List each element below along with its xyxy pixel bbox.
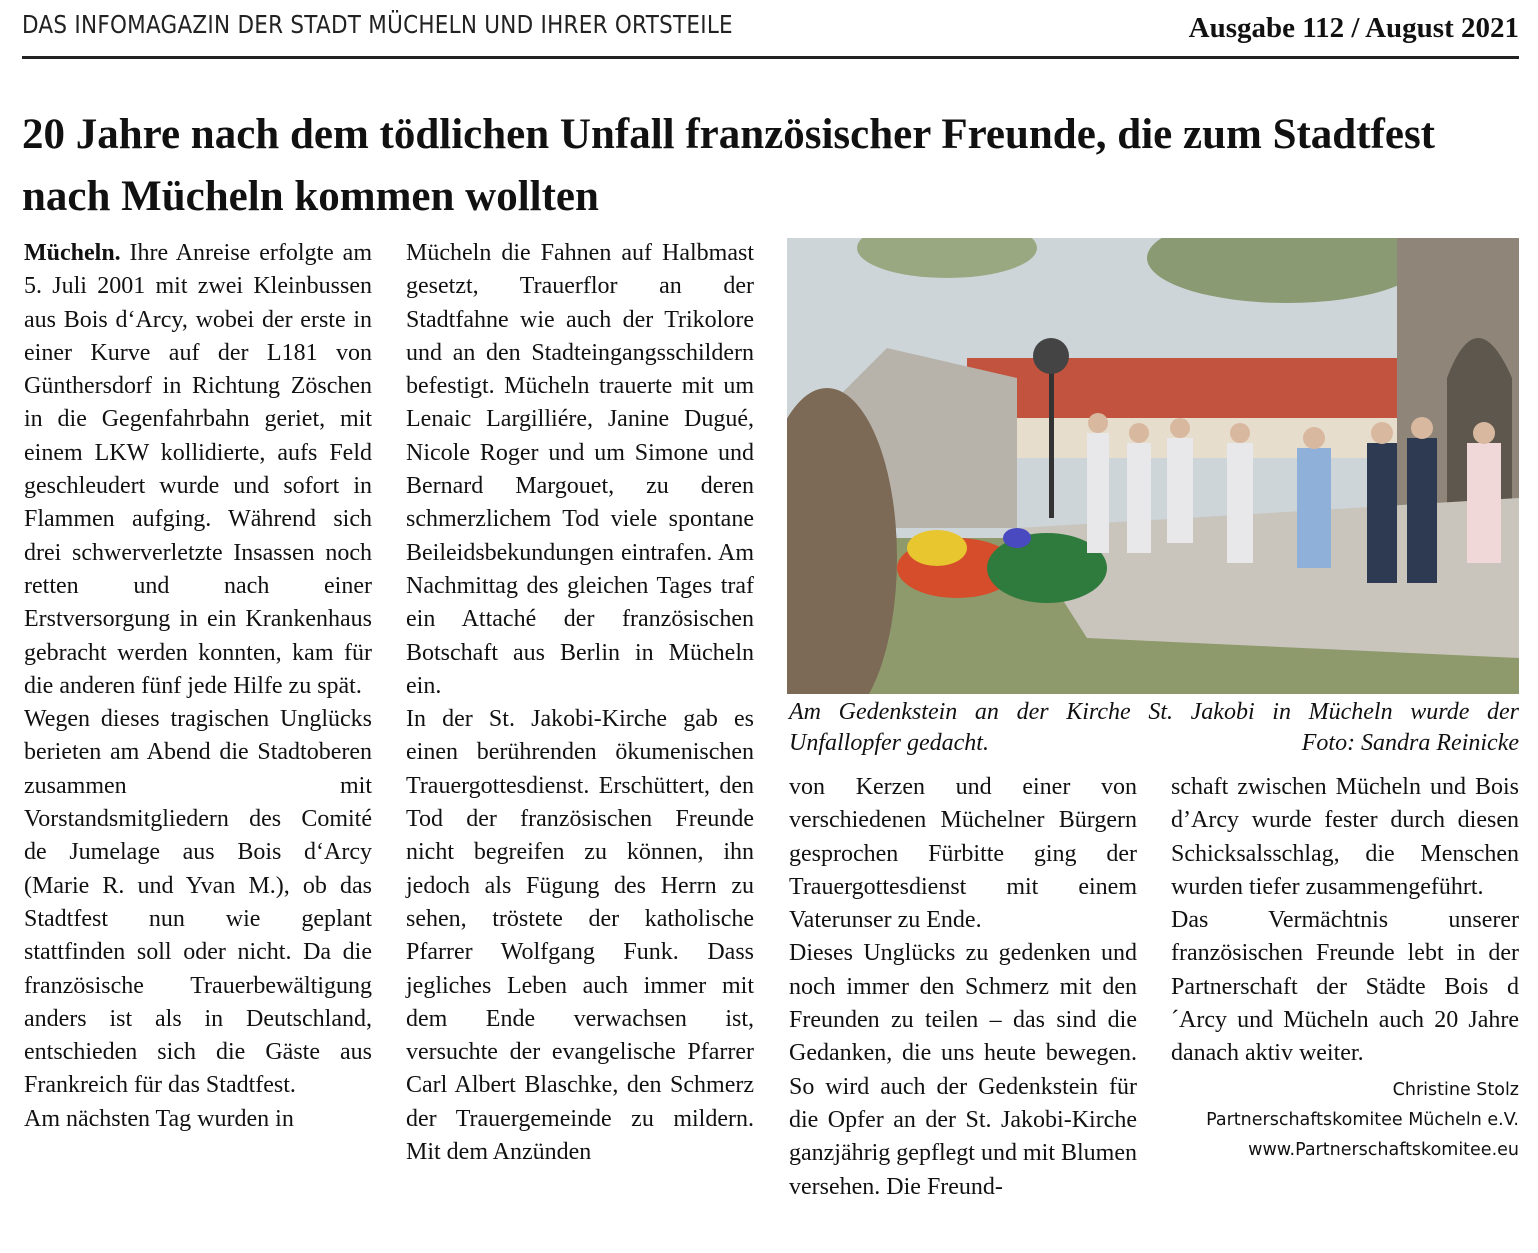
article-column-3 [789,771,1137,1204]
paragraph: von Kerzen und einer von verschiedenen Müchelner Bürgern gesprochen Fürbitte ging der Trauergottesdienst mit einem Vaterunser zu Ende. [789,774,1137,934]
author-organization: Partnerschaftskomitee Mücheln e.V. [1206,1109,1519,1130]
article-column-1 [24,237,372,1136]
caption-line-2 [789,728,1519,759]
paragraph: Dieses Unglücks zu gedenken und noch immer den Schmerz mit den Freunden zu teilen – das sind die Gedanken, die uns heute bewegen. So wird auch der Gedenkstein für die Opfer an der St. Jakobi-Kirche ganzjährig gepflegt und mit Blumen versehen. Die Freund- [789,940,1137,1200]
masthead [22,6,1519,59]
signature [1171,1075,1519,1165]
author-website: www.Partnerschaftskomitee.eu [1248,1139,1519,1160]
dateline: Mücheln. [24,240,121,266]
article-photo [787,238,1519,694]
issue-label: Ausgabe 112 / August 2021 [1188,12,1519,44]
article-column-2 [406,237,754,1169]
paragraph: Mücheln die Fahnen auf Halbmast gesetzt, Trauerflor an der Stadtfahne wie auch der Trikolore und an den Stadteingangsschildern befestigt. Mücheln trauerte mit um Lenaic Largilliére, Janine Dugué, Nicole Roger und um Simone und Bernard Margouet, zu deren schmerzlichem Tod viele spontane Beileidsbekundungen eintrafen. Am Nachmittag des gleichen Tages traf ein Attaché der französischen Botschaft aus Berlin in Mücheln ein. [406,240,754,699]
caption-line-1: Am Gedenkstein an der Kirche St. Jakobi in Mücheln wurde der [789,699,1519,725]
author-name: Christine Stolz [1392,1079,1519,1100]
magazine-title: DAS INFOMAGAZIN DER STADT MÜCHELN UND IHRER ORTSTEILE [22,10,733,39]
paragraph: Das Vermächtnis unserer französischen Freunde lebt in der Partnerschaft der Städte Bois d´Arcy und Mücheln auch 20 Jahre danach aktiv weiter. [1171,907,1519,1067]
paragraph: In der St. Jakobi-Kirche gab es einen berührenden ökumenischen Trauergottesdienst. Erschüttert, den Tod der französischen Freunde nicht begreifen zu können, ihn jedoch als Fügung des Herrn zu sehen, tröstete der katholische Pfarrer Wolfgang Funk. Dass jegliches Leben auch immer mit dem Ende verwachsen ist, versuchte der evangelische Pfarrer Carl Albert Blaschke, den Schmerz der Trauergemeinde zu mildern. Mit dem Anzünden [406,706,754,1166]
photo-caption [789,697,1519,759]
article-column-4 [1171,771,1519,1165]
paragraph [24,237,372,703]
paragraph: schaft zwischen Mücheln und Bois d’Arcy wurde fester durch diesen Schicksalsschlag, die Menschen wurden tiefer zusammengeführt. [1171,774,1519,900]
paragraph-text: Ihre Anreise erfolgte am 5. Juli 2001 mit zwei Kleinbussen aus Bois d‘Arcy, wobei der erste in einer Kurve auf der L181 von Günthersdorf in Richtung Zöschen in die Gegenfahrbahn geriet, mit einem LKW kollidierte, aufs Feld geschleudert wurde und sofort in Flammen aufging. Während sich drei schwerverletzte Insassen noch retten und nach einer Erstversorgung in ein Krankenhaus gebracht werden konnten, kam für die anderen fünf jede Hilfe zu spät. [24,240,372,699]
paragraph: Am nächsten Tag wurden in [24,1105,294,1132]
article-headline: 20 Jahre nach dem tödlichen Unfall französischer Freunde, die zum Stadtfest nach Mücheln kommen wollten [22,111,1435,220]
photo-illustration [787,238,1519,694]
caption-text: Unfallopfer gedacht. [789,730,989,756]
photo-credit: Foto: Sandra Reinicke [1301,730,1519,756]
paragraph: Wegen dieses tragischen Unglücks berieten am Abend die Stadtoberen zusammen mit Vorstandsmitgliedern des Comité de Jumelage aus Bois d‘Arcy (Marie R. und Yvan M.), ob das Stadtfest nun wie geplant stattfinden soll oder nicht. Da die französische Trauerbewältigung anders ist als in Deutschland, entschieden sich die Gäste aus Frankreich für das Stadtfest. [24,706,372,1099]
